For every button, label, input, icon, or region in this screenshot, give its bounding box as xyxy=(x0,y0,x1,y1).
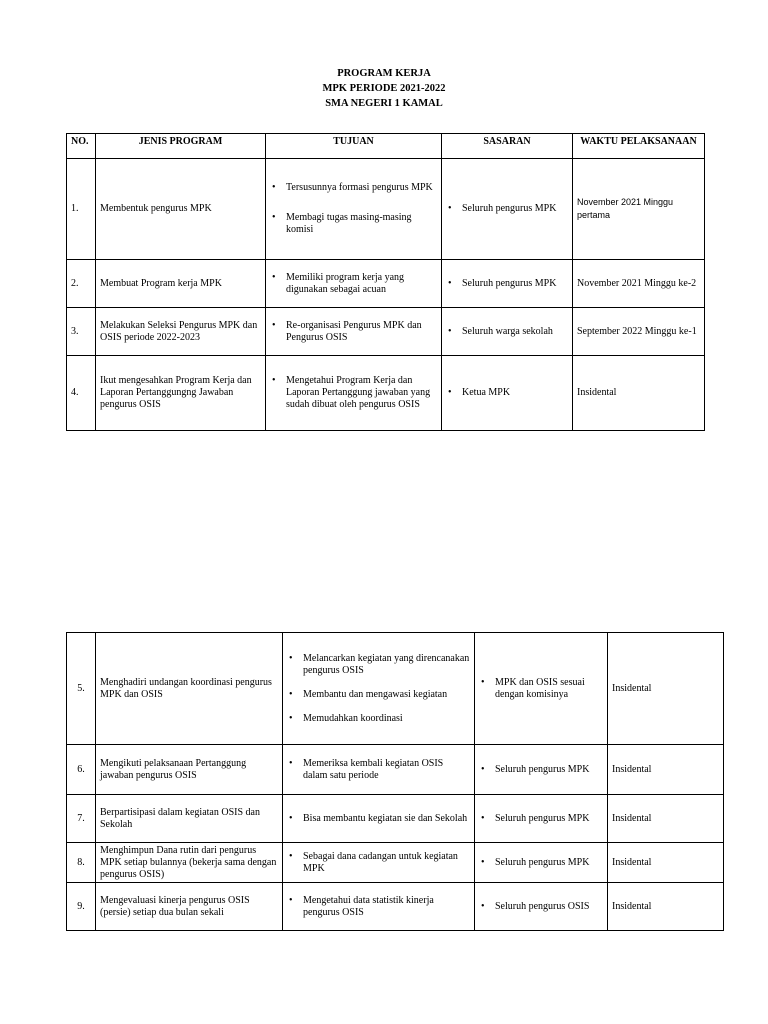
row-tujuan xyxy=(283,633,475,745)
sasaran-item: • Seluruh pengurus MPK xyxy=(495,813,603,825)
row-sasaran xyxy=(475,843,608,883)
row-tujuan xyxy=(266,308,442,356)
row-sasaran xyxy=(442,260,573,308)
row-waktu: Insidental xyxy=(608,745,724,795)
row-sasaran xyxy=(475,745,608,795)
tujuan-item: • Memudahkan koordinasi xyxy=(303,713,470,725)
row-no: 5. xyxy=(67,633,96,745)
table-row xyxy=(67,260,705,308)
row-waktu: Insidental xyxy=(608,795,724,843)
table-row xyxy=(67,883,724,931)
tujuan-item: • Mengetahui Program Kerja dan Laporan Pertanggung jawaban yang sudah dibuat oleh pengurus OSIS xyxy=(286,375,437,411)
row-jenis-program: Membuat Program kerja MPK xyxy=(96,260,266,308)
sasaran-item: • Seluruh pengurus OSIS xyxy=(495,901,603,913)
row-tujuan xyxy=(283,795,475,843)
row-waktu: Insidental xyxy=(608,633,724,745)
row-tujuan xyxy=(266,260,442,308)
sasaran-item: • Ketua MPK xyxy=(462,387,568,399)
title-line-3: SMA NEGERI 1 KAMAL xyxy=(325,98,443,109)
row-tujuan xyxy=(283,843,475,883)
row-waktu: Insidental xyxy=(608,883,724,931)
tujuan-item: • Bisa membantu kegiatan sie dan Sekolah xyxy=(303,813,470,825)
header-no: NO. xyxy=(67,134,96,159)
title-line-1: PROGRAM KERJA xyxy=(337,68,431,79)
program-table-page-2 xyxy=(66,632,724,931)
header-waktu-pelaksanaan: WAKTU PELAKSANAAN xyxy=(573,134,705,159)
row-no: 1. xyxy=(67,159,96,260)
table-row xyxy=(67,795,724,843)
tujuan-item: • Melancarkan kegiatan yang direncanakan pengurus OSIS xyxy=(303,653,470,677)
sasaran-item: • Seluruh pengurus MPK xyxy=(495,857,603,869)
row-no: 6. xyxy=(67,745,96,795)
row-tujuan xyxy=(283,745,475,795)
row-tujuan xyxy=(266,159,442,260)
table-row xyxy=(67,633,724,745)
header-tujuan: TUJUAN xyxy=(266,134,442,159)
tujuan-item: • Sebagai dana cadangan untuk kegiatan MPK xyxy=(303,851,470,875)
row-waktu: September 2022 Minggu ke-1 xyxy=(573,308,705,356)
row-jenis-program: Mengevaluasi kinerja pengurus OSIS (persie) setiap dua bulan sekali xyxy=(96,883,283,931)
table-header-row xyxy=(67,134,705,159)
sasaran-item: • Seluruh warga sekolah xyxy=(462,326,568,338)
row-waktu: Insidental xyxy=(573,356,705,431)
row-jenis-program: Menghadiri undangan koordinasi pengurus MPK dan OSIS xyxy=(96,633,283,745)
row-no: 7. xyxy=(67,795,96,843)
program-table-page-1 xyxy=(66,133,705,431)
row-jenis-program: Melakukan Seleksi Pengurus MPK dan OSIS periode 2022-2023 xyxy=(96,308,266,356)
tujuan-item: • Memiliki program kerja yang digunakan sebagai acuan xyxy=(286,272,437,296)
sasaran-item: • Seluruh pengurus MPK xyxy=(462,203,568,215)
row-waktu: November 2021 Minggu ke-2 xyxy=(573,260,705,308)
row-sasaran xyxy=(442,159,573,260)
tujuan-item: • Memeriksa kembali kegiatan OSIS dalam satu periode xyxy=(303,758,470,782)
row-no: 4. xyxy=(67,356,96,431)
sasaran-item: • Seluruh pengurus MPK xyxy=(495,764,603,776)
table-row xyxy=(67,356,705,431)
row-no: 2. xyxy=(67,260,96,308)
row-jenis-program: Ikut mengesahkan Program Kerja dan Laporan Pertanggungng Jawaban pengurus OSIS xyxy=(96,356,266,431)
row-sasaran xyxy=(475,795,608,843)
row-no: 8. xyxy=(67,843,96,883)
row-tujuan xyxy=(283,883,475,931)
row-no: 3. xyxy=(67,308,96,356)
row-jenis-program: Mengikuti pelaksanaan Pertanggung jawaban pengurus OSIS xyxy=(96,745,283,795)
header-sasaran: SASARAN xyxy=(442,134,573,159)
tujuan-item: • Tersusunnya formasi pengurus MPK xyxy=(286,182,437,194)
table-row xyxy=(67,745,724,795)
tujuan-item: • Mengetahui data statistik kinerja pengurus OSIS xyxy=(303,895,470,919)
table-row xyxy=(67,308,705,356)
row-no: 9. xyxy=(67,883,96,931)
row-sasaran xyxy=(442,356,573,431)
title-line-2: MPK PERIODE 2021-2022 xyxy=(322,83,446,94)
tujuan-item: • Membantu dan mengawasi kegiatan xyxy=(303,689,470,701)
tujuan-item: • Membagi tugas masing-masing komisi xyxy=(286,212,437,236)
tujuan-item: • Re-organisasi Pengurus MPK dan Pengurus OSIS xyxy=(286,320,437,344)
row-jenis-program: Menghimpun Dana rutin dari pengurus MPK setiap bulannya (bekerja sama dengan pengurus OSIS) xyxy=(96,843,283,883)
table-row xyxy=(67,843,724,883)
row-waktu: November 2021 Minggu pertama xyxy=(573,159,705,260)
row-jenis-program: Membentuk pengurus MPK xyxy=(96,159,266,260)
sasaran-item: • Seluruh pengurus MPK xyxy=(462,278,568,290)
row-sasaran xyxy=(442,308,573,356)
row-tujuan xyxy=(266,356,442,431)
document-title xyxy=(0,66,768,111)
row-jenis-program: Berpartisipasi dalam kegiatan OSIS dan Sekolah xyxy=(96,795,283,843)
row-waktu: Insidental xyxy=(608,843,724,883)
header-jenis-program: JENIS PROGRAM xyxy=(96,134,266,159)
table-row xyxy=(67,159,705,260)
sasaran-item: • MPK dan OSIS sesuai dengan komisinya xyxy=(495,677,603,701)
row-sasaran xyxy=(475,633,608,745)
row-sasaran xyxy=(475,883,608,931)
